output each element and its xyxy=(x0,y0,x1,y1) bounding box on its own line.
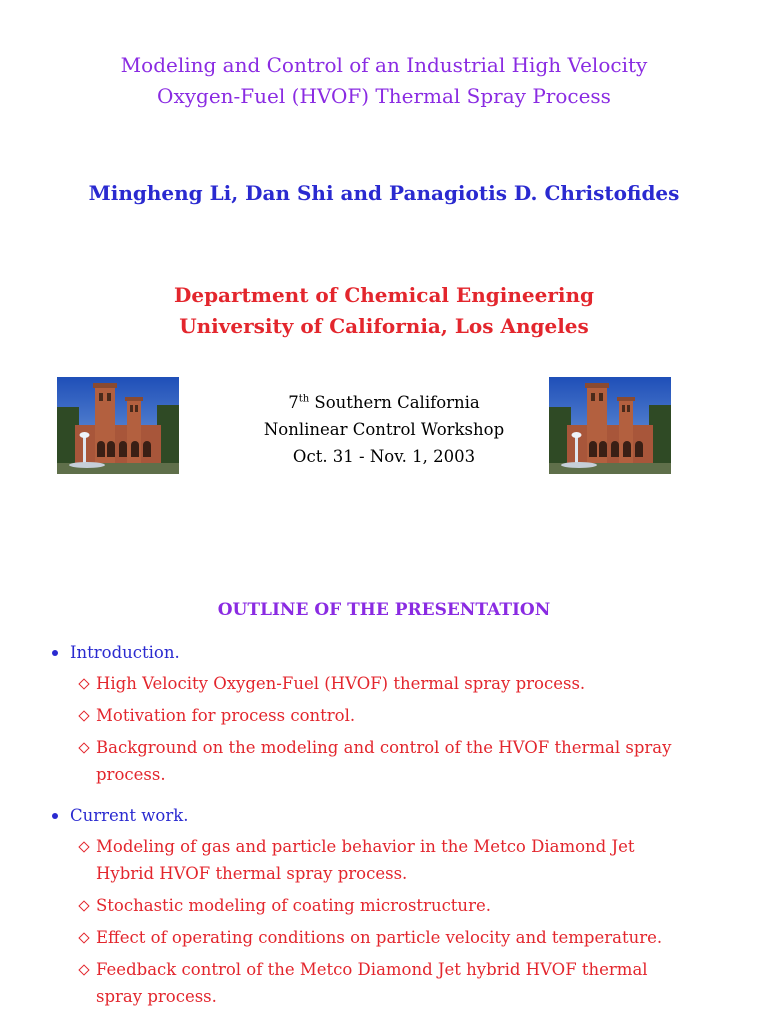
affiliation-department: Department of Chemical Engineering xyxy=(174,283,594,307)
outline-subitem xyxy=(52,833,686,887)
outline-heading: OUTLINE OF THE PRESENTATION xyxy=(217,600,551,620)
title-line-1: Modeling and Control of an Industrial High Velocity xyxy=(120,53,648,77)
diamond-bullet-icon xyxy=(78,742,89,753)
outline-subitem-text: High Velocity Oxygen-Fuel (HVOF) thermal spray process. xyxy=(96,674,586,693)
workshop-line-1 xyxy=(0,389,768,416)
affiliation-university: University of California, Los Angeles xyxy=(179,314,589,338)
diamond-bullet-icon xyxy=(78,678,89,689)
outline-subitem xyxy=(52,924,686,951)
outline-bullet-label: Introduction. xyxy=(70,643,180,662)
affiliation xyxy=(0,280,768,342)
outline-subitem xyxy=(52,702,686,729)
outline-section-introduction xyxy=(52,641,742,788)
diamond-bullet-icon xyxy=(78,932,89,943)
outline-subitem-text: Background on the modeling and control of the HVOF thermal spray process. xyxy=(96,738,672,784)
outline-section-current-work xyxy=(52,804,742,1010)
outline-subitem-text: Stochastic modeling of coating microstructure. xyxy=(96,896,491,915)
bullet-dot-icon xyxy=(52,813,58,819)
workshop-ordinal-number: 7 xyxy=(288,393,299,412)
title-line-2: Oxygen-Fuel (HVOF) Thermal Spray Process xyxy=(157,84,611,108)
diamond-bullet-icon xyxy=(78,841,89,852)
outline-subitem-text: Motivation for process control. xyxy=(96,706,356,725)
outline-bullet xyxy=(52,641,742,665)
outline-subitem-text: Feedback control of the Metco Diamond Jet hybrid HVOF thermal spray process. xyxy=(96,960,648,1006)
outline-bullet-label: Current work. xyxy=(70,806,189,825)
presentation-title xyxy=(0,50,768,112)
outline-subitem xyxy=(52,734,686,788)
workshop-dates: Oct. 31 - Nov. 1, 2003 xyxy=(292,447,476,466)
authors: Mingheng Li, Dan Shi and Panagiotis D. Christofides xyxy=(88,181,680,205)
diamond-bullet-icon xyxy=(78,710,89,721)
workshop-line-1-rest: Southern California xyxy=(309,393,480,412)
outline-subitem xyxy=(52,892,686,919)
outline-subitem xyxy=(52,956,686,1010)
outline-bullet xyxy=(52,804,742,828)
outline-subitem-text: Modeling of gas and particle behavior in the Metco Diamond Jet Hybrid HVOF thermal spray process. xyxy=(96,837,635,883)
workshop-ordinal-suffix: th xyxy=(298,393,310,405)
outline-subitem xyxy=(52,670,686,697)
outline-subitem-text: Effect of operating conditions on particle velocity and temperature. xyxy=(96,928,663,947)
diamond-bullet-icon xyxy=(78,964,89,975)
workshop-info xyxy=(0,389,768,470)
diamond-bullet-icon xyxy=(78,900,89,911)
bullet-dot-icon xyxy=(52,650,58,656)
workshop-line-2: Nonlinear Control Workshop xyxy=(263,420,505,439)
